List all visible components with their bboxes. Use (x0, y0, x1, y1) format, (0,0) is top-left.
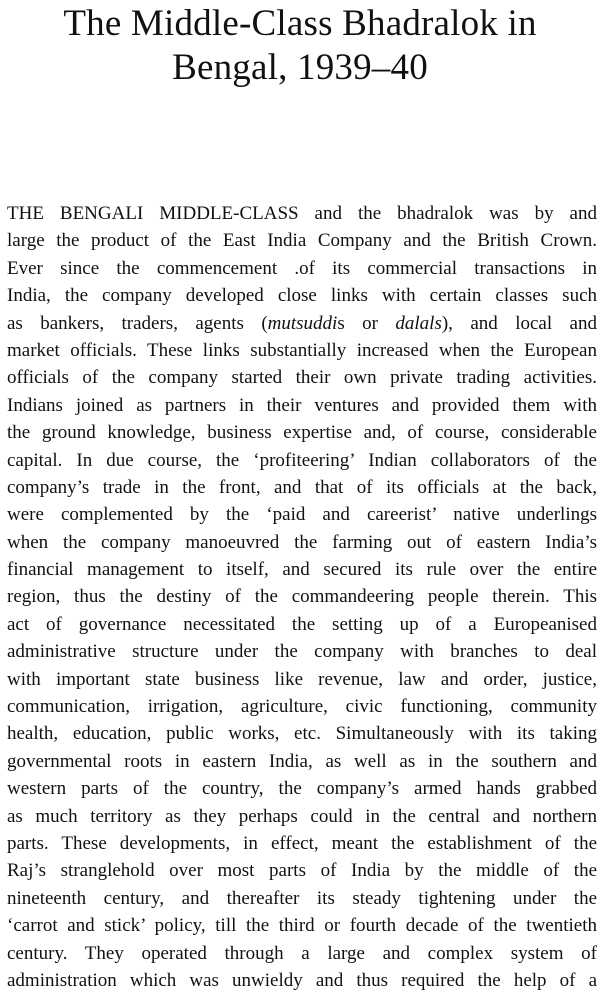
text-line: century. They operated through a large and complex system of (7, 942, 597, 964)
text-run: ), and local and (441, 312, 597, 334)
text-line: parts. These developments, in effect, meant the establishment of the (7, 832, 597, 854)
text-line: administrative structure under the company with branches to deal (7, 641, 597, 663)
text-line: officials of the company started their own private trading activities. (7, 367, 597, 389)
text-run: s or (337, 312, 396, 334)
text-line: western parts of the country, the company’s armed hands grabbed (7, 778, 597, 800)
text-line: were complemented by the ‘paid and careerist’ native underlings (7, 504, 597, 526)
text-line: communication, irrigation, agriculture, civic functioning, community (7, 696, 597, 718)
text-line: ‘carrot and stick’ policy, till the third or fourth decade of the twentieth (7, 915, 597, 937)
italic-term-mutsuddi: mutsuddi (267, 312, 338, 334)
text-line: as much territory as they perhaps could in the central and northern (7, 805, 597, 827)
italic-term-dalals: dalals (395, 312, 442, 334)
text-line: Indians joined as partners in their ventures and provided them with (7, 394, 597, 416)
text-line: nineteenth century, and thereafter its steady tightening under the (7, 887, 597, 909)
text-line-with-italics (7, 310, 597, 337)
text-line: financial management to itself, and secured its rule over the entire (7, 559, 597, 581)
text-line: market officials. These links substantially increased when the European (7, 339, 597, 361)
chapter-title (0, 2, 600, 90)
text-line: administration which was unwieldy and thus required the help of a (7, 969, 597, 991)
text-line: the ground knowledge, business expertise and, of course, considerable (7, 422, 597, 444)
text-line: health, education, public works, etc. Simultaneously with its taking (7, 723, 597, 745)
text-line: with important state business like revenue, law and order, justice, (7, 668, 597, 690)
text-line: capital. In due course, the ‘profiteering’ Indian collaborators of the (7, 449, 597, 471)
text-line: act of governance necessitated the setting up of a Europeanised (7, 613, 597, 635)
chapter-title-line-2: Bengal, 1939–40 (172, 47, 428, 88)
chapter-title-line-1: The Middle-Class Bhadralok in (63, 3, 537, 44)
text-line: India, the company developed close links with certain classes such (7, 285, 597, 307)
text-line: Raj’s stranglehold over most parts of India by the middle of the (7, 860, 597, 882)
text-line: company’s trade in the front, and that of its officials at the back, (7, 476, 597, 498)
body-paragraph (7, 200, 597, 994)
text-run: as bankers, traders, agents ( (7, 312, 268, 334)
text-line: when the company manoeuvred the farming out of eastern India’s (7, 531, 597, 553)
text-line: THE BENGALI MIDDLE-CLASS and the bhadralok was by and (7, 203, 597, 224)
text-line: large the product of the East India Company and the British Crown. (7, 230, 597, 252)
text-line: Ever since the commencement .of its commercial transactions in (7, 257, 597, 279)
text-line: governmental roots in eastern India, as well as in the southern and (7, 750, 597, 772)
text-line: region, thus the destiny of the commandeering people therein. This (7, 586, 597, 608)
